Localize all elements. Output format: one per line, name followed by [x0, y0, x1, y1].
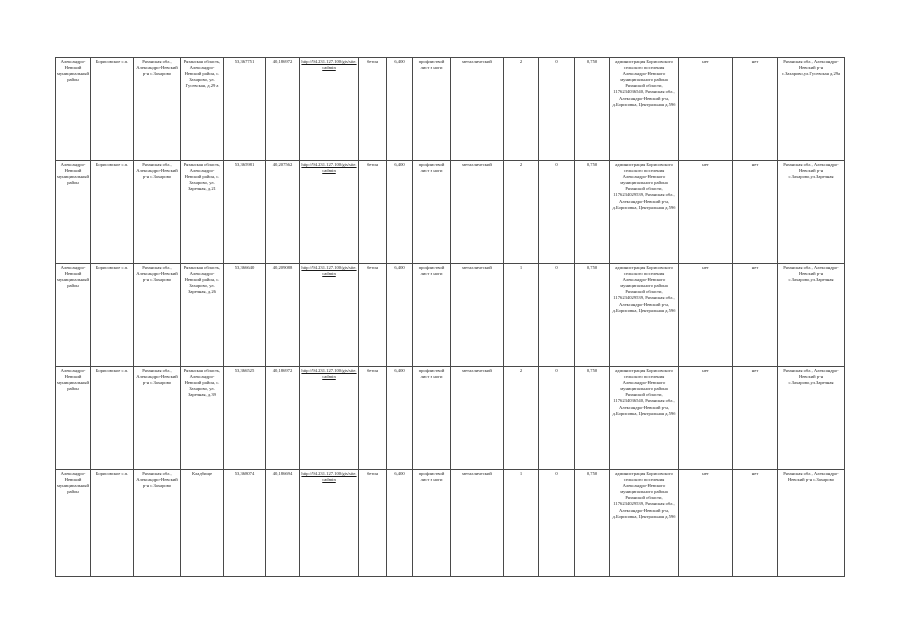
- address-cell: Кладбище: [181, 470, 224, 577]
- map-link-cell: [300, 367, 359, 470]
- map-link[interactable]: http://94.231.127.100/gis/site.cadmin: [301, 59, 357, 71]
- table-row: [56, 470, 845, 577]
- owner-cell: администрация Борисовского сельского поселения Александро-Невского муниципального района Рязанской области, 1176234029539, Рязанская обл., Александро-Невский р-н, д.Борисовка, Центральная д.59б: [610, 470, 679, 577]
- latitude-cell: 53,368074: [224, 470, 266, 577]
- owner-cell: администрация Борисовского сельского поселения Александро-Невского муниципального района Рязанской области, 1176234036540, Рязанская обл., Александро-Невский р-н, д.Борисовка, Центральная д.59б: [610, 367, 679, 470]
- address-cell: Рязанская область, Александро-Невский район, с. Захарово, ул. Заречная, д.21: [181, 161, 224, 264]
- containers-planned-cell: 0: [539, 161, 575, 264]
- settlement-cell: Борисовское с.п.: [91, 367, 134, 470]
- registry-table-body: [56, 58, 845, 577]
- container-volume-cell: 0,750: [575, 367, 610, 470]
- table-row: [56, 367, 845, 470]
- containers-planned-cell: 0: [539, 58, 575, 161]
- district-cell: Александро-Невский муниципальный район: [56, 161, 91, 264]
- map-link-cell: [300, 264, 359, 367]
- extra-cell-1: нет: [679, 58, 733, 161]
- surface-cell: бетон: [359, 367, 387, 470]
- container-volume-cell: 0,750: [575, 264, 610, 367]
- extra-cell-2: нет: [733, 470, 778, 577]
- waste-sources-cell: Рязанская обл., Александро-Невский р-н с.Захарово,ул.Заречная: [778, 367, 845, 470]
- extra-cell-1: нет: [679, 470, 733, 577]
- waste-sources-cell: Рязанская обл., Александро-Невский р-н с.Захарово,ул.Заречная: [778, 264, 845, 367]
- district-cell: Александро-Невский муниципальный район: [56, 264, 91, 367]
- district-cell: Александро-Невский муниципальный район: [56, 58, 91, 161]
- locality-cell: Рязанская обл., Александро-Невский р-н с.Захарово: [134, 367, 181, 470]
- locality-cell: Рязанская обл., Александро-Невский р-н с.Захарово: [134, 58, 181, 161]
- container-volume-cell: 0,750: [575, 161, 610, 264]
- longitude-cell: 40,209088: [266, 264, 300, 367]
- fence-material-cell: металлический: [451, 161, 504, 264]
- settlement-cell: Борисовское с.п.: [91, 58, 134, 161]
- container-volume-cell: 0,750: [575, 470, 610, 577]
- longitude-cell: 40,186972: [266, 58, 300, 161]
- map-link-cell: [300, 161, 359, 264]
- containers-planned-cell: 0: [539, 470, 575, 577]
- owner-cell: администрация Борисовского сельского поселения Александро-Невского муниципального района Рязанской области, 1176234036540, Рязанская обл., Александро-Невский р-н, д.Борисовка, Центральная д.59б: [610, 58, 679, 161]
- owner-cell: администрация Борисовского сельского поселения Александро-Невского муниципального района Рязанской области, 1176234029539, Рязанская обл., Александро-Невский р-н, д.Борисовка, Центральная д.59б: [610, 161, 679, 264]
- containers-count-cell: 2: [504, 58, 539, 161]
- extra-cell-2: нет: [733, 367, 778, 470]
- containers-planned-cell: 0: [539, 367, 575, 470]
- longitude-cell: 40,186694: [266, 470, 300, 577]
- locality-cell: Рязанская обл., Александро-Невский р-н с.Захарово: [134, 161, 181, 264]
- table-row: [56, 58, 845, 161]
- address-cell: Рязанская область, Александро-Невский район, с. Захарово, ул. Заречная, д.26: [181, 264, 224, 367]
- latitude-cell: 53,366640: [224, 264, 266, 367]
- extra-cell-1: нет: [679, 367, 733, 470]
- extra-cell-1: нет: [679, 264, 733, 367]
- longitude-cell: 40,207562: [266, 161, 300, 264]
- area-cell: 6,400: [387, 161, 413, 264]
- address-cell: Рязанская область, Александро-Невский район, с. Захарово, ул. Заречная, д.39: [181, 367, 224, 470]
- containers-count-cell: 2: [504, 161, 539, 264]
- fence-cell: профлиствой лист з ноги: [413, 367, 451, 470]
- waste-sources-cell: Рязанская обл., Александро-Невский р-н с.Захарово,ул.Гусевская д.29а: [778, 58, 845, 161]
- area-cell: 6,400: [387, 367, 413, 470]
- fence-material-cell: металлический: [451, 470, 504, 577]
- map-link[interactable]: http://94.231.127.100/gis/site.cadmin: [301, 162, 357, 174]
- extra-cell-2: нет: [733, 264, 778, 367]
- map-link[interactable]: http://94.231.127.100/gis/site.cadmin: [301, 471, 357, 483]
- fence-material-cell: металлический: [451, 367, 504, 470]
- fence-cell: профлиствой лист з ноги: [413, 470, 451, 577]
- address-cell: Рязанская область, Александро-Невский район, с. Захарово, ул. Гусевская, д.29 а: [181, 58, 224, 161]
- containers-planned-cell: 0: [539, 264, 575, 367]
- surface-cell: бетон: [359, 470, 387, 577]
- fence-material-cell: металлический: [451, 264, 504, 367]
- containers-count-cell: 2: [504, 367, 539, 470]
- district-cell: Александро-Невский муниципальный район: [56, 470, 91, 577]
- area-cell: 6,400: [387, 470, 413, 577]
- waste-sources-cell: Рязанская обл., Александро-Невский р-н с.Захарово,ул.Заречная: [778, 161, 845, 264]
- latitude-cell: 53,366525: [224, 367, 266, 470]
- latitude-cell: 53,367751: [224, 58, 266, 161]
- settlement-cell: Борисовское с.п.: [91, 161, 134, 264]
- surface-cell: бетон: [359, 264, 387, 367]
- locality-cell: Рязанская обл., Александро-Невский р-н с.Захарово: [134, 264, 181, 367]
- containers-count-cell: 1: [504, 264, 539, 367]
- extra-cell-2: нет: [733, 58, 778, 161]
- fence-cell: профлиствой лист з ноги: [413, 161, 451, 264]
- map-link-cell: [300, 58, 359, 161]
- latitude-cell: 53,365981: [224, 161, 266, 264]
- district-cell: Александро-Невский муниципальный район: [56, 367, 91, 470]
- fence-cell: профлиствой лист з ноги: [413, 58, 451, 161]
- fence-cell: профлиствой лист з ноги: [413, 264, 451, 367]
- longitude-cell: 40,186972: [266, 367, 300, 470]
- surface-cell: бетон: [359, 161, 387, 264]
- locality-cell: Рязанская обл., Александро-Невский р-н с.Захарово: [134, 470, 181, 577]
- waste-sources-cell: Рязанская обл., Александро-Невский р-н с.Захарово: [778, 470, 845, 577]
- map-link-cell: [300, 470, 359, 577]
- owner-cell: администрация Борисовского сельского поселения Александро-Невского муниципального района Рязанской области, 1176234029539, Рязанская обл., Александро-Невский р-н, д.Борисовка, Центральная д.59б: [610, 264, 679, 367]
- containers-count-cell: 1: [504, 470, 539, 577]
- registry-table: [55, 57, 845, 577]
- table-row: [56, 264, 845, 367]
- map-link[interactable]: http://94.231.127.100/gis/site.cadmin: [301, 368, 357, 380]
- extra-cell-1: нет: [679, 161, 733, 264]
- fence-material-cell: металлический: [451, 58, 504, 161]
- settlement-cell: Борисовское с.п.: [91, 264, 134, 367]
- area-cell: 6,400: [387, 264, 413, 367]
- map-link[interactable]: http://94.231.127.100/gis/site.cadmin: [301, 265, 357, 277]
- area-cell: 6,400: [387, 58, 413, 161]
- extra-cell-2: нет: [733, 161, 778, 264]
- surface-cell: бетон: [359, 58, 387, 161]
- settlement-cell: Борисовское с.п.: [91, 470, 134, 577]
- table-row: [56, 161, 845, 264]
- container-volume-cell: 0,750: [575, 58, 610, 161]
